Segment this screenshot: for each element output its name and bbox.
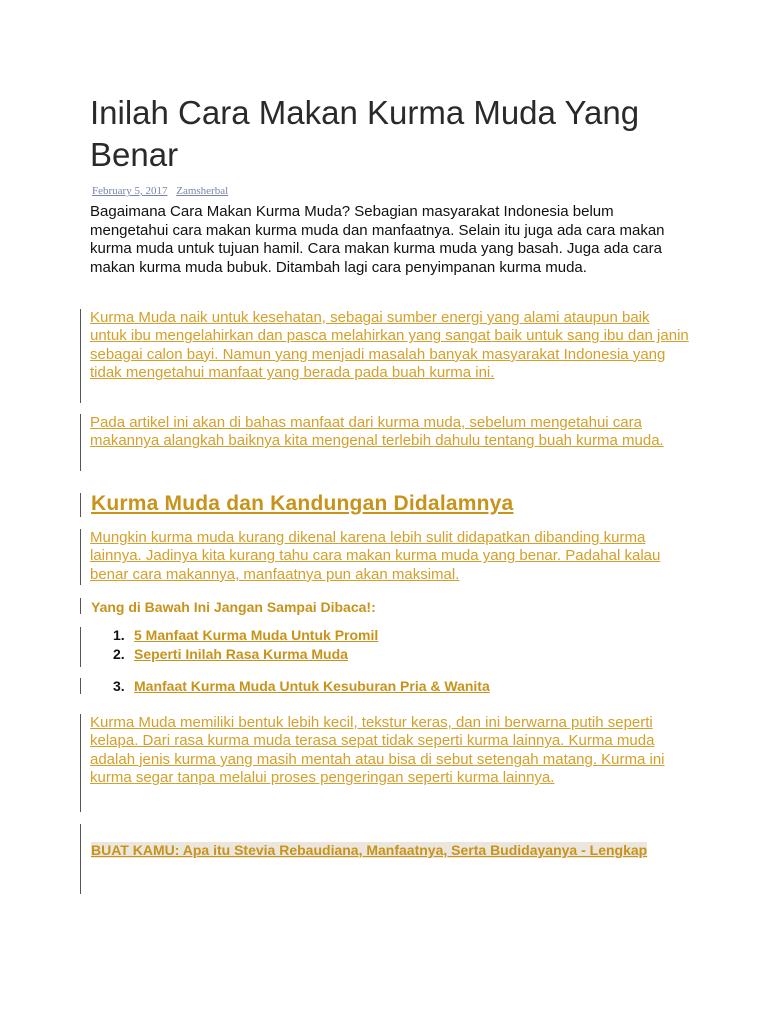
- post-date[interactable]: February 5, 2017: [92, 185, 168, 197]
- related-link-2[interactable]: Seperti Inilah Rasa Kurma Muda: [134, 646, 348, 662]
- quote-bar: [80, 824, 81, 894]
- buat-kamu-text[interactable]: BUAT KAMU: Apa itu Stevia Rebaudiana, Manfaatnya, Serta Budidayanya - Lengkap: [91, 842, 648, 858]
- related-item-1: [113, 627, 378, 643]
- list-number: 3.: [113, 678, 125, 694]
- quote-bar: [80, 714, 81, 812]
- list-bar: [80, 627, 81, 667]
- section-heading[interactable]: Kurma Muda dan Kandungan Didalamnya: [91, 492, 514, 515]
- paragraph-kesehatan-text[interactable]: Kurma Muda naik untuk kesehatan, sebagai sumber energi yang alami ataupun baik untuk ibu mengelahirkan dan pasca melahirkan yang sangat baik untuk sang ibu dan janin sebagai calon bayi. Namun yang menjadi masalah banyak masyarakat Indonesia yang tidak mengetahui manfaat yang berada pada buah kurma ini.: [90, 309, 689, 382]
- buat-kamu-link[interactable]: [91, 841, 651, 859]
- post-author[interactable]: Zamsherbal: [176, 185, 229, 197]
- paragraph-bentuk[interactable]: [90, 714, 690, 788]
- list-number: 2.: [113, 646, 125, 662]
- quote-bar: [80, 309, 81, 403]
- related-link-3[interactable]: Manfaat Kurma Muda Untuk Kesuburan Pria & Wanita: [134, 678, 490, 694]
- paragraph-mungkin-text[interactable]: Mungkin kurma muda kurang dikenal karena lebih sulit didapatkan dibanding kurma lainnya. Jadinya kita kurang tahu cara makan kurma muda yang benar. Padahal kalau benar cara makannya, manfaatnya pun akan maksimal.: [90, 529, 661, 583]
- list-number: 1.: [113, 627, 125, 643]
- list-bar: [80, 678, 81, 694]
- heading-bar: [80, 598, 81, 614]
- quote-bar: [80, 529, 81, 585]
- related-item-2: [113, 646, 348, 662]
- paragraph-bentuk-text[interactable]: Kurma Muda memiliki bentuk lebih kecil, tekstur keras, dan ini berwarna putih seperti kelapa. Dari rasa kurma muda terasa sepat tidak seperti kurma lainnya. Kurma muda adalah jenis kurma yang masih mentah atau bisa di sebut setengah matang. Kurma ini kurma segar tanpa melalui proses pengeringan seperti kurma lainnya.: [90, 714, 665, 787]
- article-title: Inilah Cara Makan Kurma Muda Yang Benar: [90, 94, 640, 173]
- related-item-3: [113, 678, 490, 694]
- related-link-1[interactable]: 5 Manfaat Kurma Muda Untuk Promil: [134, 627, 379, 643]
- post-meta: [92, 185, 234, 197]
- heading-bar: [80, 493, 81, 517]
- paragraph-mungkin[interactable]: [90, 529, 690, 584]
- paragraph-artikel-text[interactable]: Pada artikel ini akan di bahas manfaat dari kurma muda, sebelum mengetahui cara makannya alangkah baiknya kita mengenal terlebih dahulu tentang buah kurma muda.: [90, 414, 664, 450]
- quote-bar: [80, 414, 81, 471]
- intro-paragraph: Bagaimana Cara Makan Kurma Muda? Sebagian masyarakat Indonesia belum mengetahui cara makan kurma muda dan manfaatnya. Selain itu juga ada cara makan kurma muda untuk tujuan hamil. Cara makan kurma muda yang basah. Juga ada cara makan kurma muda bubuk. Ditambah lagi cara penyimpanan kurma muda.: [90, 203, 665, 276]
- related-heading: Yang di Bawah Ini Jangan Sampai Dibaca!:: [91, 599, 376, 615]
- paragraph-artikel[interactable]: [90, 414, 690, 451]
- paragraph-kesehatan[interactable]: [90, 309, 690, 383]
